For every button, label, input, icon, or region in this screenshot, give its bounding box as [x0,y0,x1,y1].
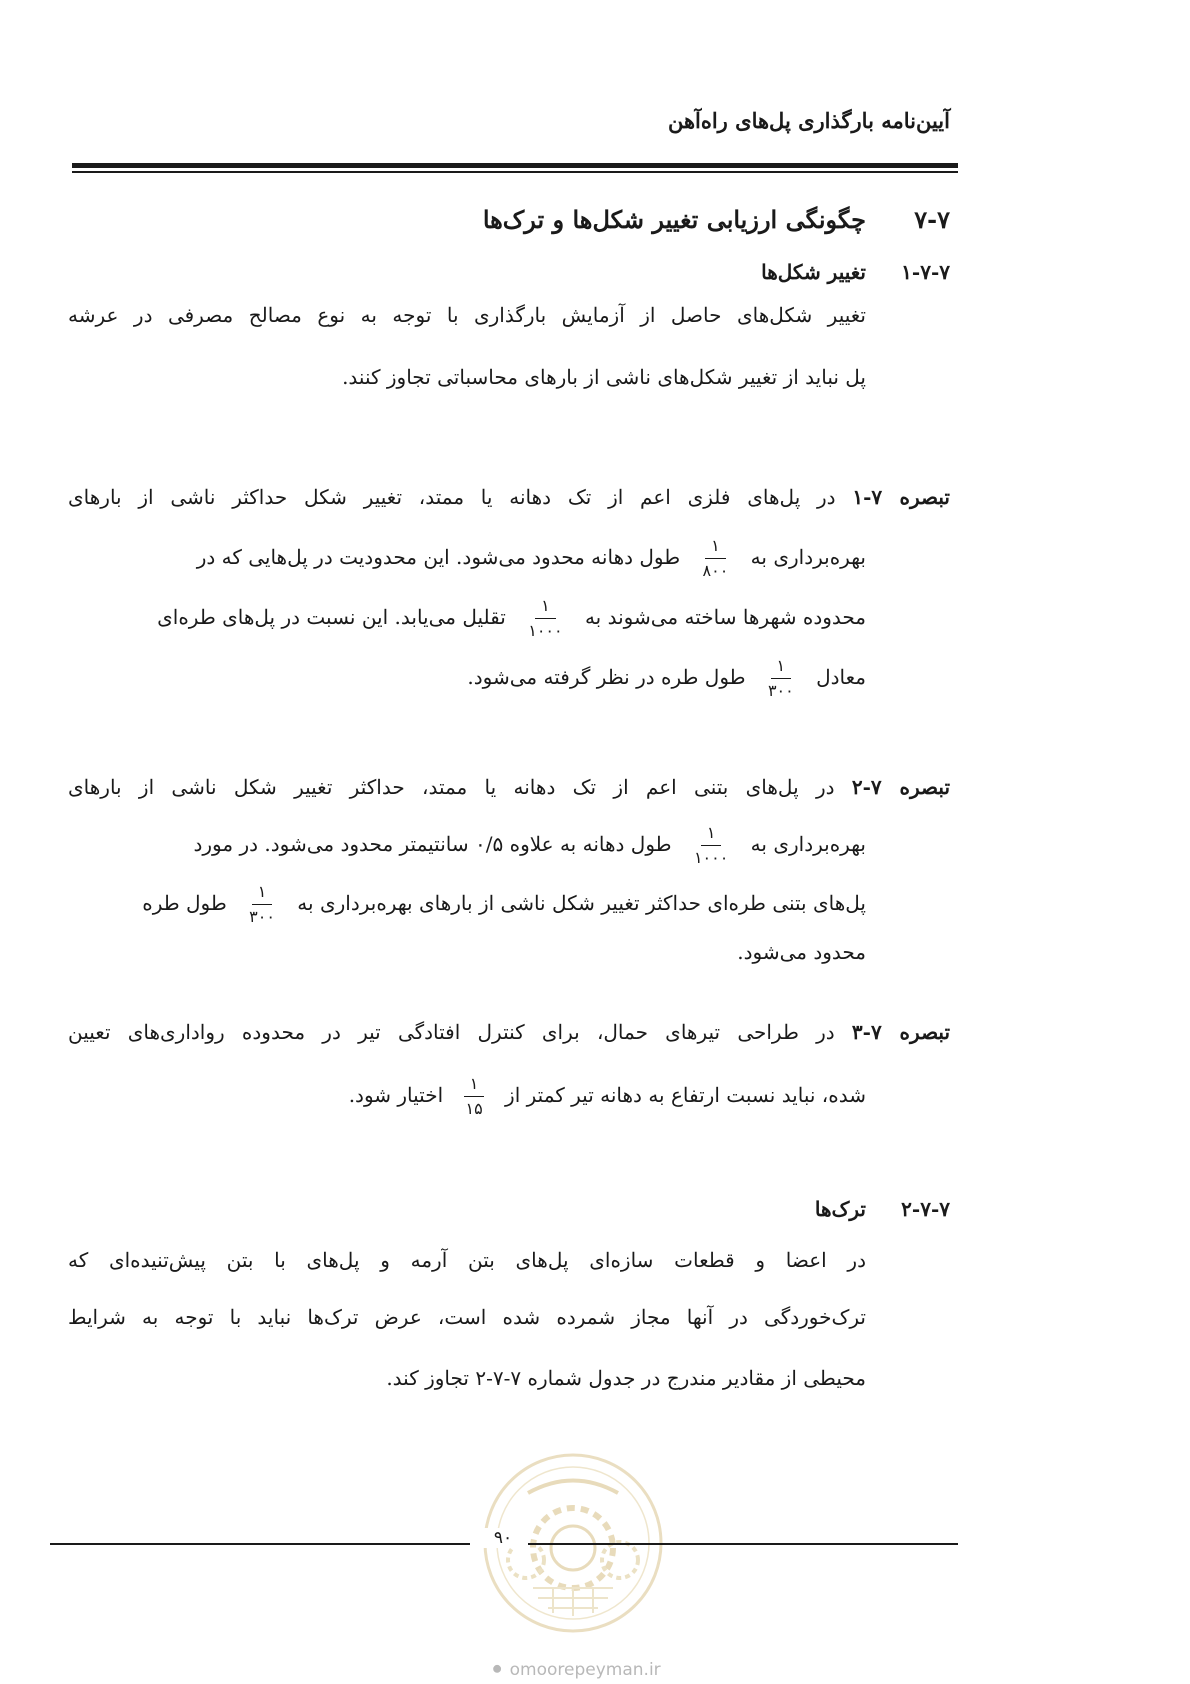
note-1-text-2b: طول دهانه محدود می‌شود. این محدودیت در پل‌هایی که در [196,545,681,569]
note-2-line-1 [68,775,950,799]
fraction-denominator: ۱۵ [465,1099,483,1118]
fraction-numerator: ۱ [252,882,273,905]
note-3-line-1 [68,1020,950,1044]
subsection-2-title: ترک‌ها [814,1197,866,1221]
footer-rule-left [528,1543,958,1545]
note-2-line-4: محدود می‌شود. [737,940,866,964]
fraction-numerator: ۱ [771,656,792,679]
note-2-text-3a: پل‌های بتنی طره‌ای حداکثر تغییر شکل ناشی از بارهای بهره‌برداری به [297,891,866,915]
fraction-numerator: ۱ [701,823,722,846]
note-3-text-1: در طراحی تیرهای حمال، برای کنترل افتادگی تیر در محدوده رواداری‌های تعیین [68,1020,835,1044]
fraction-denominator: ۸۰۰ [702,561,729,580]
fraction-1-1000 [688,823,734,868]
fraction-numerator: ۱ [464,1074,485,1097]
section-number: ۷-۷ [914,205,950,234]
note-2-text-2b: طول دهانه به علاوه ۰/۵ سانتیمتر محدود می‌شود. در مورد [193,832,672,856]
note-3-text-2b: اختیار شود. [348,1083,444,1107]
subsection-1-number: ۱-۷-۷ [901,260,950,284]
header-rule-thin [72,171,958,173]
note-1-text-3b: تقلیل می‌یابد. این نسبت در پل‌های طره‌ای [157,605,506,629]
subsection-2-line-3: محیطی از مقادیر مندرج در جدول شماره ۷-۷-۲ تجاوز کند. [386,1366,866,1390]
footer-rule-right [50,1543,470,1545]
note-1-text-4a: معادل [816,665,866,689]
subsection-1-line-1: تغییر شکل‌های حاصل از آزمایش بارگذاری با توجه به نوع مصالح مصرفی در عرشه [68,303,866,327]
note-2-line-3 [142,882,866,927]
note-1-label: تبصره ۷-۱ [852,485,951,509]
note-3-label: تبصره ۷-۳ [851,1020,951,1044]
note-1-text-1: در پل‌های فلزی اعم از تک دهانه یا ممتد، تغییر شکل حداکثر ناشی از بارهای [68,485,836,509]
page-number: ۹۰ [478,1528,528,1548]
watermark-url: ⚫︎ omoorepeyman.ir [490,1660,661,1680]
note-1-line-2 [197,536,866,581]
header-rule-thick [72,163,958,168]
note-1-text-3a: محدوده شهرها ساخته می‌شوند به [584,605,866,629]
subsection-1-line-2: پل نباید از تغییر شکل‌های ناشی از بارهای محاسباتی تجاوز کنند. [342,365,866,389]
note-3-text-2a: شده، نباید نسبت ارتفاع به دهانه تیر کمتر از [505,1083,866,1107]
subsection-2-number: ۲-۷-۷ [901,1197,950,1221]
note-2-line-2 [193,823,866,868]
subsection-2-line-2: ترک‌خوردگی در آنها مجاز شمرده شده است، عرض ترک‌ها نباید با توجه به شرایط [68,1305,866,1329]
section-title: چگونگی ارزیابی تغییر شکل‌ها و ترک‌ها [482,205,866,234]
note-2-text-3b: طول طره [142,891,227,915]
fraction-denominator: ۳۰۰ [249,907,275,926]
note-1-line-1 [68,485,950,509]
fraction-1-300 [762,656,800,701]
fraction-1-15 [460,1074,489,1119]
fraction-numerator: ۱ [535,596,556,619]
note-1-line-4 [467,656,866,701]
note-2-text-1: در پل‌های بتنی اعم از تک دهانه یا ممتد، حداکثر تغییر شکل ناشی از بارهای [68,775,835,799]
note-1-line-3 [157,596,866,641]
note-1-text-4b: طول طره در نظر گرفته می‌شود. [467,665,746,689]
subsection-1-title: تغییر شکل‌ها [761,260,866,284]
fraction-1-800 [697,536,735,581]
watermark-url-text: omoorepeyman.ir [509,1660,661,1680]
subsection-2-line-1: در اعضا و قطعات سازه‌ای پل‌های بتن آرمه و پل‌های با بتن پیش‌تنیده‌ای که [68,1248,866,1272]
note-2-label: تبصره ۷-۲ [851,775,951,799]
fraction-denominator: ۳۰۰ [767,681,794,700]
note-2-text-2a: بهره‌برداری به [750,832,866,856]
fraction-denominator: ۱۰۰۰ [693,848,729,867]
fraction-denominator: ۱۰۰۰ [528,621,563,640]
note-3-line-2 [349,1074,866,1119]
fraction-1-300 [243,882,281,927]
header-title: آیین‌نامه بارگذاری پل‌های راه‌آهن [667,108,950,133]
fraction-1-1000 [522,596,568,641]
fraction-numerator: ۱ [705,536,726,559]
note-1-text-2a: بهره‌برداری به [750,545,866,569]
